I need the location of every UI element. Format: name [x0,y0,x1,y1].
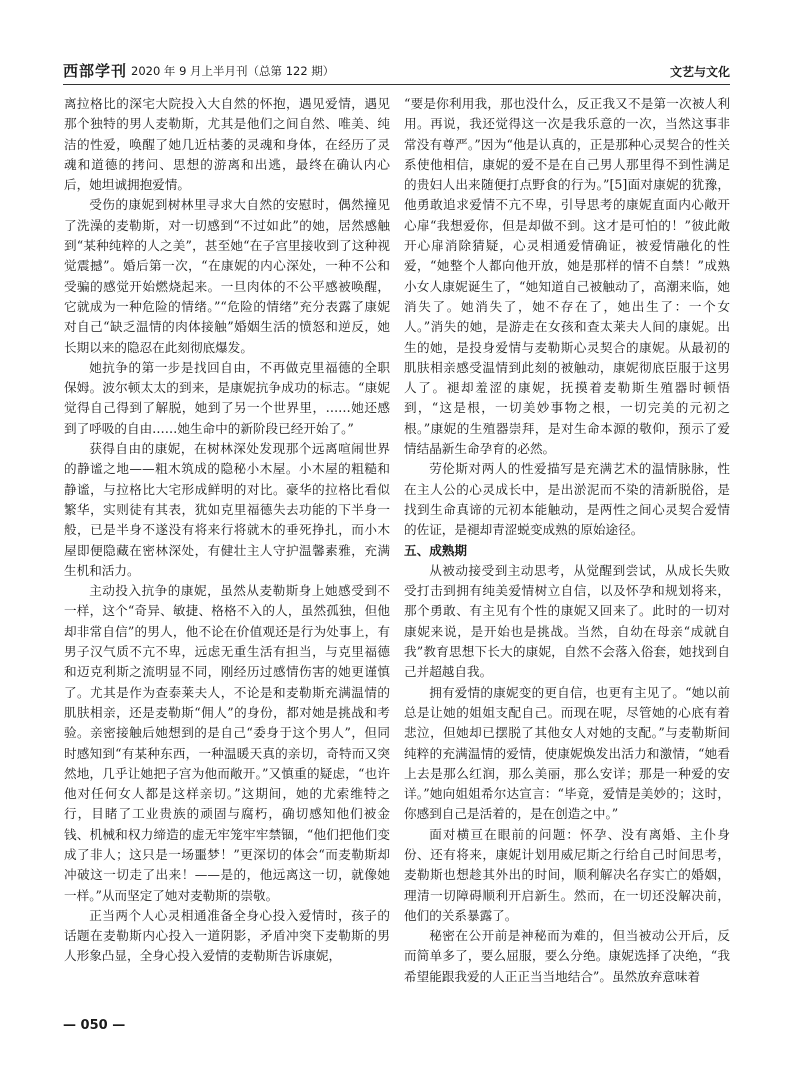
paragraph: 拥有爱情的康妮变的更自信，也更有主见了。“她以前总是让她的姐姐支配自己。而现在呢，尽管她的心底有着悲泣，但她却已摆脱了其他女人对她的支配。”与麦勒斯间纯粹的充满温情的爱情，使康妮焕发出活力和激情，“她看上去是那么红润，那么美丽，那么安详；那是一种爱的安详。”她向姐姐希尔达宣言：“毕竟，爱情是美妙的；这时，你感到自己是活着的，是在创造之中。” [404,684,730,822]
issue-info: 2020 年 9 月上半月刊（总第 122 期） [131,64,335,78]
right-column [404,94,730,1029]
paragraph: 受伤的康妮到树林里寻求大自然的安慰时，偶然撞见了洗澡的麦勒斯，对一切感到“不过如此”的她，居然感触到“某种纯粹的人之美”，甚至她“在子宫里接收到了这种视觉震撼”。婚后第一次，“在康妮的内心深处，一种不公和受骗的感觉开始燃烧起来。一旦肉体的不公平感被唤醒，它就成为一种危险的情绪。”“危险的情绪”充分表露了康妮对自己“缺乏温情的肉体接触”婚姻生活的愤怒和逆反，她长期以来的隐忍在此刻彻底爆发。 [64,197,390,355]
paragraph: “要是你利用我，那也没什么，反正我又不是第一次被人利用。再说，我还觉得这一次是我乐意的一次，当然这事非常没有尊严。”因为“他是认真的，正是那种心灵契合的性关系使他相信，康妮的爱不是在自己男人那里得不到性满足的贵妇人出来随便打点野食的行为。”[5]面对康妮的犹豫，他勇敢追求爱情不亢不卑，引导思考的康妮直面内心敞开心扉“我想爱你，但是却做不到。这才是可怕的！”彼此敞开心扉消除猜疑，心灵相通爱情确证，被爱情融化的性爱，“她整个人都向他开放，她是那样的情不自禁！”成熟小女人康妮诞生了，“她知道自己被触动了，高潮来临，她消失了。她消失了，她不存在了，她出生了：一个女人。”消失的她，是游走在女孩和查太莱夫人间的康妮。出生的她，是投身爱情与麦勒斯心灵契合的康妮。从最初的肌肤相亲感受温情到此刻的被触动，康妮彻底臣服于这男人了。褪却羞涩的康妮，抚摸着麦勒斯生殖器时顿悟到，“这是根，一切美妙事物之根，一切完美的元初之根。”康妮的生殖器崇拜，是对生命本源的敬仰，预示了爱情结晶新生命孕育的必然。 [404,96,730,457]
section-heading: 五、成熟期 [404,542,467,558]
section-title: 文艺与文化 [669,65,730,79]
page-header [63,58,730,85]
paragraph: 她抗争的第一步是找回自由，不再做克里福德的全职保姆。波尔顿太太的到来，是康妮抗争成功的标志。“康妮觉得自己得到了解脱，她到了另一个世界里，……她还感到了呼吸的自由……她生命中的新阶段已经开始了。” [64,359,390,436]
paragraph: 秘密在公开前是神秘而为难的，但当被动公开后，反而简单多了，要么屈服，要么分绝。康妮选择了决绝，“我希望能跟我爱的人正正当当地结合”。虽然放弃意味着 [404,928,730,984]
paragraph: 离拉格比的深宅大院投入大自然的怀抱，遇见爱情，遇见那个独特的男人麦勒斯，尤其是他们之间自然、唯美、纯洁的性爱，唤醒了她几近枯萎的灵魂和身体，在经历了灵魂和道德的拷问、思想的游离和出逃，最终在确认内心后，她坦诚拥抱爱情。 [64,96,390,193]
paragraph: 面对横亘在眼前的问题：怀孕、没有离婚、主仆身份、还有将来，康妮计划用威尼斯之行给自己时间思考，麦勒斯也想趁其外出的时间，顺利解决名存实亡的婚姻，理清一切障碍顺利开启新生。然而，在一切还没解决前，他们的关系暴露了。 [404,826,730,923]
page-number: — 050 — [63,1018,126,1033]
paragraph: 主动投入抗争的康妮，虽然从麦勒斯身上她感受到不一样，这个“奇异、敏捷、格格不入的人，虽然孤独，但他却非常自信”的男人，他不论在价值观还是行为处事上，有男子汉气质不亢不卑，远虑无重生活有担当，与克里福德和迈克利斯之流明显不同，刚经历过感情伤害的她更谨慎了。尤其是作为查泰莱夫人，不论是和麦勒斯充满温情的肌肤相亲，还是麦勒斯“佣人”的身份，都对她是挑战和考验。亲密接触后她想到的是自己“委身于这个男人”，但同时感知到“有某种东西，一种温暖天真的亲切，奇特而又突然地，几乎让她把子宫为他而敞开。”又慎重的疑虑，“也许他对任何女人都是这样亲切。”这期间，她的尤索维特之行，目睹了工业贵族的顽固与腐朽，确切感知他们被金钱、机械和权力缔造的虚无牢笼牢牢禁锢，“他们把他们变成了非人；这只是一场噩梦！”更深切的体会“而麦勒斯却冲破这一切走了出来！——是的，他远离这一切，就像她一样。”从而坚定了她对麦勒斯的崇敬。 [64,583,390,903]
paragraph: 获得自由的康妮，在树林深处发现那个远离喧闹世界的静谧之地——粗木筑成的隐秘小木屋。小木屋的粗糙和静谧，与拉格比大宅形成鲜明的对比。豪华的拉格比看似繁华，实则徒有其表，犹如克里福德失去功能的下半身一般，已是半身不遂没有将来行将就木的垂死挣扎，而小木屋即便隐藏在密林深处，有健壮主人守护温馨素雅，充满生机和活力。 [64,441,390,578]
left-column [64,94,390,1029]
paragraph: 从被动接受到主动思考，从觉醒到尝试，从成长失败受打击到拥有纯美爱情树立自信，以及怀孕和规划将来，那个勇敢、有主见有个性的康妮又回来了。此时的一切对康妮来说，是开始也是挑战。当然，自幼在母亲“成就自我”教育思想下长大的康妮，自然不会落入俗套，她找到自己并超越自我。 [404,562,730,680]
journal-logo: 西部学刊 [63,62,128,80]
paragraph: 劳伦斯对两人的性爱描写是充满艺术的温情脉脉，性在主人公的心灵成长中，是出淤泥而不染的清新脱俗，是找到生命真谛的元初本能触动，是两性之间心灵契合爱情的佐证，是褪却青涩蜕变成熟的原始途径。 [404,461,730,538]
paragraph: 正当两个人心灵相通准备全身心投入爱情时，孩子的话题在麦勒斯内心投入一道阴影，矛盾冲突下麦勒斯的男人形象凸显，全身心投入爱情的麦勒斯告诉康妮， [64,907,390,964]
